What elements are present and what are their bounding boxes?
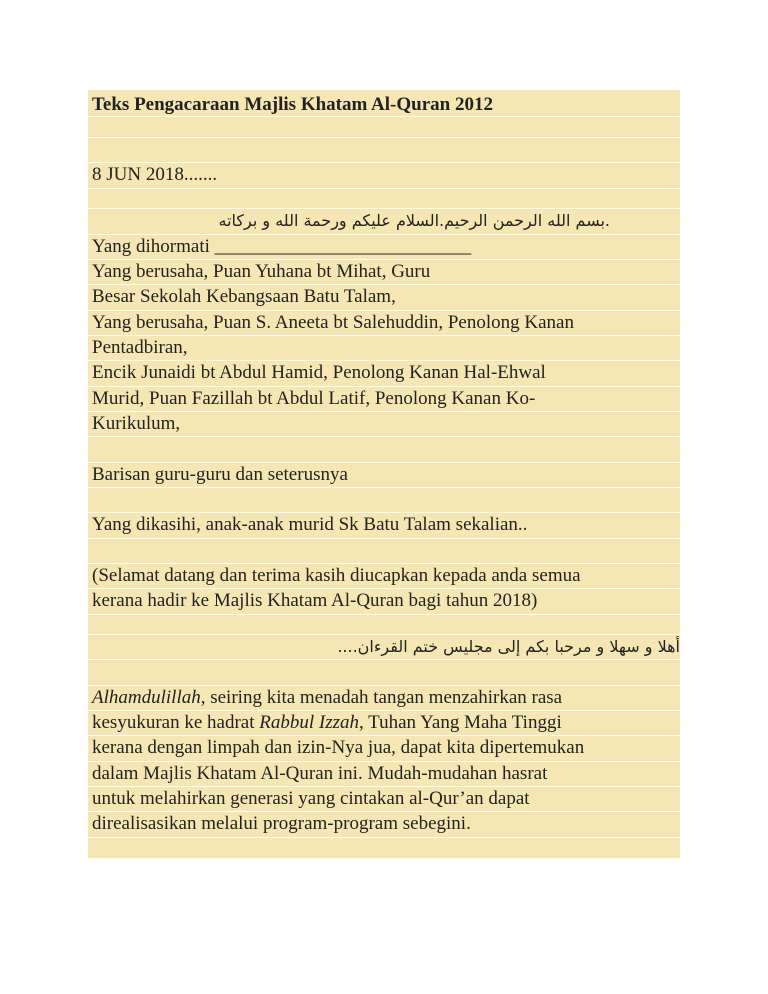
closing-italic-alhamdulillah: Alhamdulillah: [92, 687, 201, 708]
row-divider: [88, 188, 680, 209]
closing-line-1: [88, 685, 680, 711]
closing-line-3: kerana dengan limpah dan izin-Nya jua, dapat kita dipertemukan: [92, 737, 585, 758]
document-title: Teks Pengacaraan Majlis Khatam Al-Quran 2012: [92, 94, 493, 115]
row-divider: [88, 487, 680, 513]
dignitary-line: Kurikulum,: [92, 413, 181, 434]
row-divider: [88, 116, 680, 138]
closing-line-6: direalisasikan melalui program-program sebegini.: [92, 813, 471, 834]
welcome-line: kerana hadir ke Majlis Khatam Al-Quran bagi tahun 2018): [92, 590, 538, 611]
closing-text: kesyukuran ke hadrat: [92, 712, 260, 733]
dignitary-line: Yang berusaha, Puan S. Aneeta bt Salehuddin, Penolong Kanan: [92, 312, 574, 333]
document-page: [88, 90, 680, 858]
dignitary-line: Yang dihormati ___________________________: [92, 236, 472, 257]
students-line: Yang dikasihi, anak-anak murid Sk Batu Talam sekalian..: [92, 514, 528, 535]
arabic-welcome: أهلا و سهلا و مرحبا بكم إلى مجليس ختم القرءان....: [337, 637, 680, 656]
row-divider: [88, 614, 680, 635]
row-divider: [88, 137, 680, 163]
row-divider: [88, 436, 680, 463]
dignitary-line: Pentadbiran,: [92, 337, 188, 358]
row-divider: [88, 837, 680, 859]
dignitary-line: Besar Sekolah Kebangsaan Batu Talam,: [92, 286, 396, 307]
row-divider: [88, 538, 680, 564]
teachers-line: Barisan guru-guru dan seterusnya: [92, 464, 348, 485]
closing-line-2: [88, 710, 680, 736]
arabic-greeting: .بسم الله الرحمن الرحيم.السلام عليكم ورحمة الله و بركاته: [218, 211, 610, 230]
closing-italic-rabbul-izzah: Rabbul Izzah: [259, 712, 359, 733]
closing-text: , seiring kita menadah tangan menzahirkan rasa: [200, 687, 563, 708]
closing-line-4: dalam Majlis Khatam Al-Quran ini. Mudah-mudahan hasrat: [92, 763, 548, 784]
event-date: 8 JUN 2018.......: [92, 164, 218, 185]
closing-line-5: untuk melahirkan generasi yang cintakan al-Qur’an dapat: [92, 788, 530, 809]
welcome-line: (Selamat datang dan terima kasih diucapkan kepada anda semua: [92, 565, 581, 586]
closing-text: , Tuhan Yang Maha Tinggi: [359, 712, 562, 733]
dignitary-line: Murid, Puan Fazillah bt Abdul Latif, Penolong Kanan Ko-: [92, 388, 536, 409]
dignitary-line: Encik Junaidi bt Abdul Hamid, Penolong Kanan Hal-Ehwal: [92, 362, 546, 383]
dignitary-line: Yang berusaha, Puan Yuhana bt Mihat, Guru: [92, 261, 431, 282]
row-divider: [88, 659, 680, 686]
